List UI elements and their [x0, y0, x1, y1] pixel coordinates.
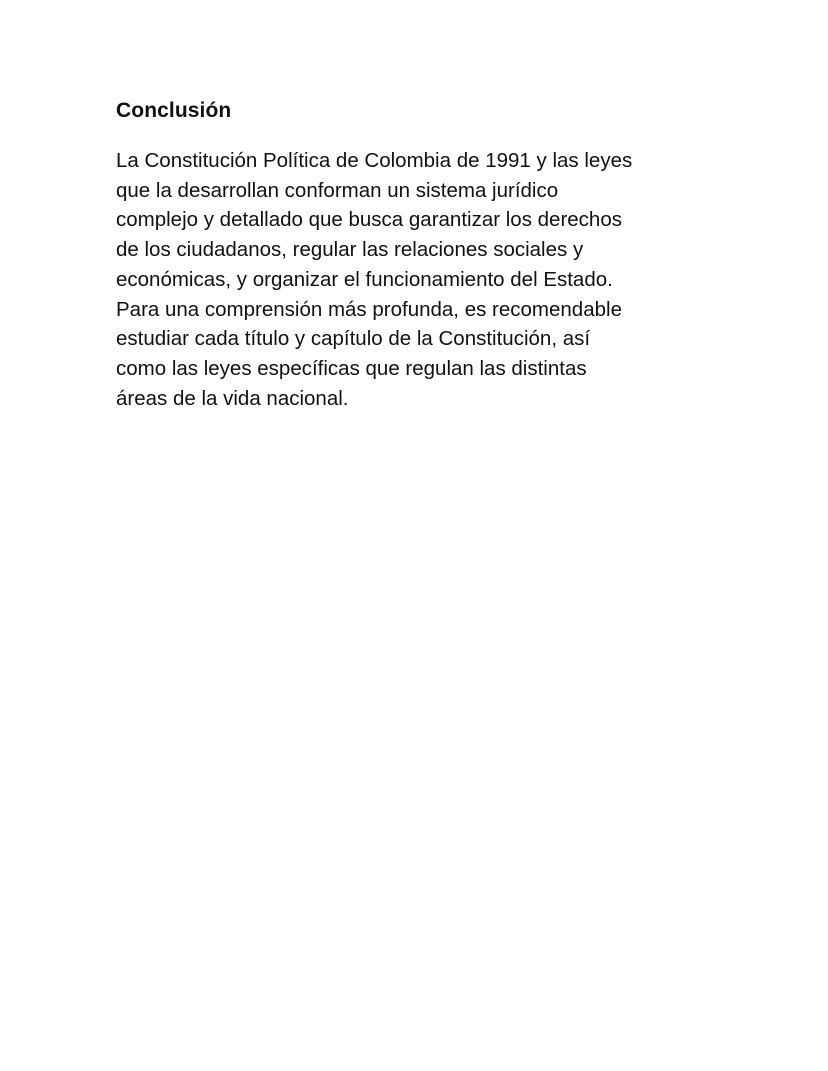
paragraph-line: Para una comprensión más profunda, es recomendable — [116, 297, 622, 321]
paragraph-line: que la desarrollan conforman un sistema jurídico — [116, 178, 559, 202]
paragraph-line: económicas, y organizar el funcionamiento del Estado. — [116, 267, 613, 291]
paragraph-line: áreas de la vida nacional. — [116, 386, 349, 410]
paragraph-line: complejo y detallado que busca garantizar los derechos — [116, 208, 622, 232]
paragraph-line: como las leyes específicas que regulan las distintas — [116, 356, 587, 380]
conclusion-paragraph — [116, 146, 736, 413]
paragraph-line: La Constitución Política de Colombia de 1991 y las leyes — [116, 149, 633, 172]
paragraph-line: de los ciudadanos, regular las relaciones sociales y — [116, 238, 584, 262]
paragraph-line: estudiar cada título y capítulo de la Constitución, así — [116, 327, 591, 351]
section-heading: Conclusión — [116, 99, 232, 122]
